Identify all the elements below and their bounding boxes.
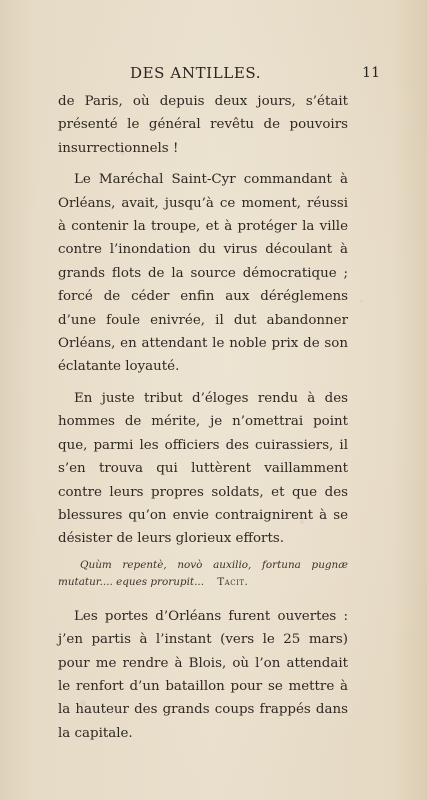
quotation-text: Quùm repentè, novò auxilio, fortuna pugnæ mutatur.... eques prorupit... (58, 558, 348, 588)
page-header (58, 64, 380, 86)
paragraph-orleans-gates: Les portes d’Orléans furent ouvertes : j’en partis à l’instant (vers le 25 mars) pour me rendre à Blois, où l’on attendait le renfort d’un bataillon pour se mettre à la hauteur des grands coups frappés dans la capitale. (58, 608, 348, 741)
paper-foxing-spot (360, 300, 363, 303)
page-number: 11 (362, 65, 380, 81)
paragraph-tribute: En juste tribut d’éloges rendu à des hommes de mérite, je n’omettrai point que, parmi les officiers des cuirassiers, il s’en trouva qui luttèrent vaillamment contre leurs propres soldats, et que des blessures qu’on envie contraignirent à se désister de leurs glorieux efforts. (58, 390, 348, 547)
quotation-author: Tacit. (217, 575, 249, 588)
paragraph-continuation: de Paris, où depuis deux jours, s’était présenté le général revêtu de pouvoirs insurrectionnels ! (58, 94, 348, 156)
paragraph-saint-cyr: Le Maréchal Saint-Cyr commandant à Orléans, avait, jusqu’à ce moment, réussi à contenir la troupe, et à protéger la ville contre l’inondation du virus découlant à grands flots de la source démocratique ; forcé de céder enfin aux déréglemens d’une foule enivrée, il dut abandonner Orléans, en attendant le noble prix de son éclatante loyauté. (58, 172, 348, 375)
latin-quotation (58, 557, 348, 591)
body-text (58, 90, 348, 745)
running-title: DES ANTILLES. (130, 64, 262, 82)
